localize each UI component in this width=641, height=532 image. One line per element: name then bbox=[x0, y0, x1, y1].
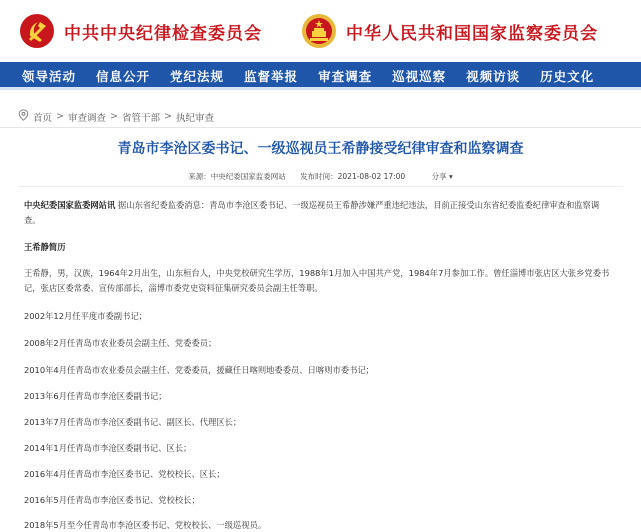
divider bbox=[0, 127, 641, 128]
nsc-org-name: 中华人民共和国国家监察委员会 bbox=[346, 23, 598, 44]
breadcrumb-provincial-cadres[interactable]: 省管干部 bbox=[121, 112, 160, 124]
location-pin-icon bbox=[18, 109, 29, 124]
ccdi-org-name: 中共中央纪律检查委员会 bbox=[64, 23, 262, 44]
article-source: 来源：中央纪委国家监委网站 bbox=[188, 172, 286, 181]
nav-item-disclosure[interactable]: 信息公开 bbox=[96, 69, 151, 84]
breadcrumb-separator: > bbox=[163, 111, 172, 122]
party-emblem-icon bbox=[18, 12, 56, 50]
article-title: 青岛市李沧区委书记、一级巡视员王希静接受纪律审查和监察调查 bbox=[117, 141, 524, 157]
timeline-item: 2016年4月任青岛市李沧区委书记、党校校长、区长； bbox=[24, 469, 225, 479]
divider bbox=[18, 186, 623, 187]
timeline-item: 2013年7月任青岛市李沧区委副书记、副区长、代理区长； bbox=[24, 417, 242, 427]
nav-item-leadership[interactable]: 领导活动 bbox=[22, 69, 77, 84]
breadcrumb-investigation[interactable]: 审查调查 bbox=[67, 112, 106, 124]
article-meta bbox=[0, 171, 641, 182]
bio-paragraph: 王希静，男，汉族，1964年2月出生，山东桓台人，中央党校研究生学历，1988年1月加入中国共产党，1984年7月参加工作。曾任淄博市张店区大张乡党委书记，张店区委常委、宣传部部长，淄博市委党史资料征集研究委员会副主任等职。 bbox=[24, 268, 610, 293]
timeline-item: 2013年6月任青岛市李沧区委副书记； bbox=[24, 391, 167, 401]
timeline-item: 2018年5月至今任青岛市李沧区委书记、党校校长、一级巡视员。 bbox=[24, 520, 267, 530]
nav-item-regulations[interactable]: 党纪法规 bbox=[170, 69, 225, 84]
timeline-item: 2010年4月任青岛市农业委员会副主任、党委委员，援藏任日喀则地委委员、日喀则市委书记； bbox=[24, 365, 374, 375]
nav-item-video[interactable]: 视频访谈 bbox=[466, 69, 521, 84]
share-dropdown[interactable]: 分享 ▾ bbox=[431, 172, 453, 181]
timeline-item: 2014年1月任青岛市李沧区委副书记、区长； bbox=[24, 443, 192, 453]
nsc-brand-link[interactable] bbox=[300, 12, 598, 50]
national-emblem-icon bbox=[300, 12, 338, 50]
timeline-item: 2002年12月任平度市委副书记； bbox=[24, 311, 147, 321]
breadcrumb bbox=[18, 109, 214, 124]
article-lead bbox=[24, 198, 614, 228]
nav-item-report[interactable]: 监督举报 bbox=[244, 69, 299, 84]
breadcrumb-home[interactable]: 首页 bbox=[33, 112, 53, 124]
nav-item-history[interactable]: 历史文化 bbox=[540, 69, 595, 84]
site-header bbox=[0, 0, 641, 62]
nav-item-investigation[interactable]: 审查调查 bbox=[318, 69, 373, 84]
ccdi-brand-link[interactable] bbox=[18, 12, 262, 50]
resume-heading: 王希静简历 bbox=[24, 242, 66, 252]
lead-text: 据山东省纪委监委消息：青岛市李沧区委书记、一级巡视员王希静涉嫌严重违纪违法，目前正接受山东省纪委监委纪律审查和监察调查。 bbox=[24, 200, 600, 225]
timeline-item: 2016年5月任青岛市李沧区委书记、党校校长； bbox=[24, 495, 200, 505]
breadcrumb-discipline-review[interactable]: 执纪审查 bbox=[175, 112, 214, 124]
nav-item-inspection[interactable]: 巡视巡察 bbox=[392, 69, 447, 84]
lead-source-label: 中央纪委国家监委网站讯 bbox=[24, 200, 116, 210]
breadcrumb-separator: > bbox=[110, 111, 118, 122]
article-published-time: 发布时间：2021-08-02 17:00 bbox=[300, 172, 406, 181]
breadcrumb-separator: > bbox=[56, 111, 64, 122]
timeline-item: 2008年2月任青岛市农业委员会副主任、党委委员； bbox=[24, 338, 217, 348]
main-nav bbox=[0, 62, 641, 90]
